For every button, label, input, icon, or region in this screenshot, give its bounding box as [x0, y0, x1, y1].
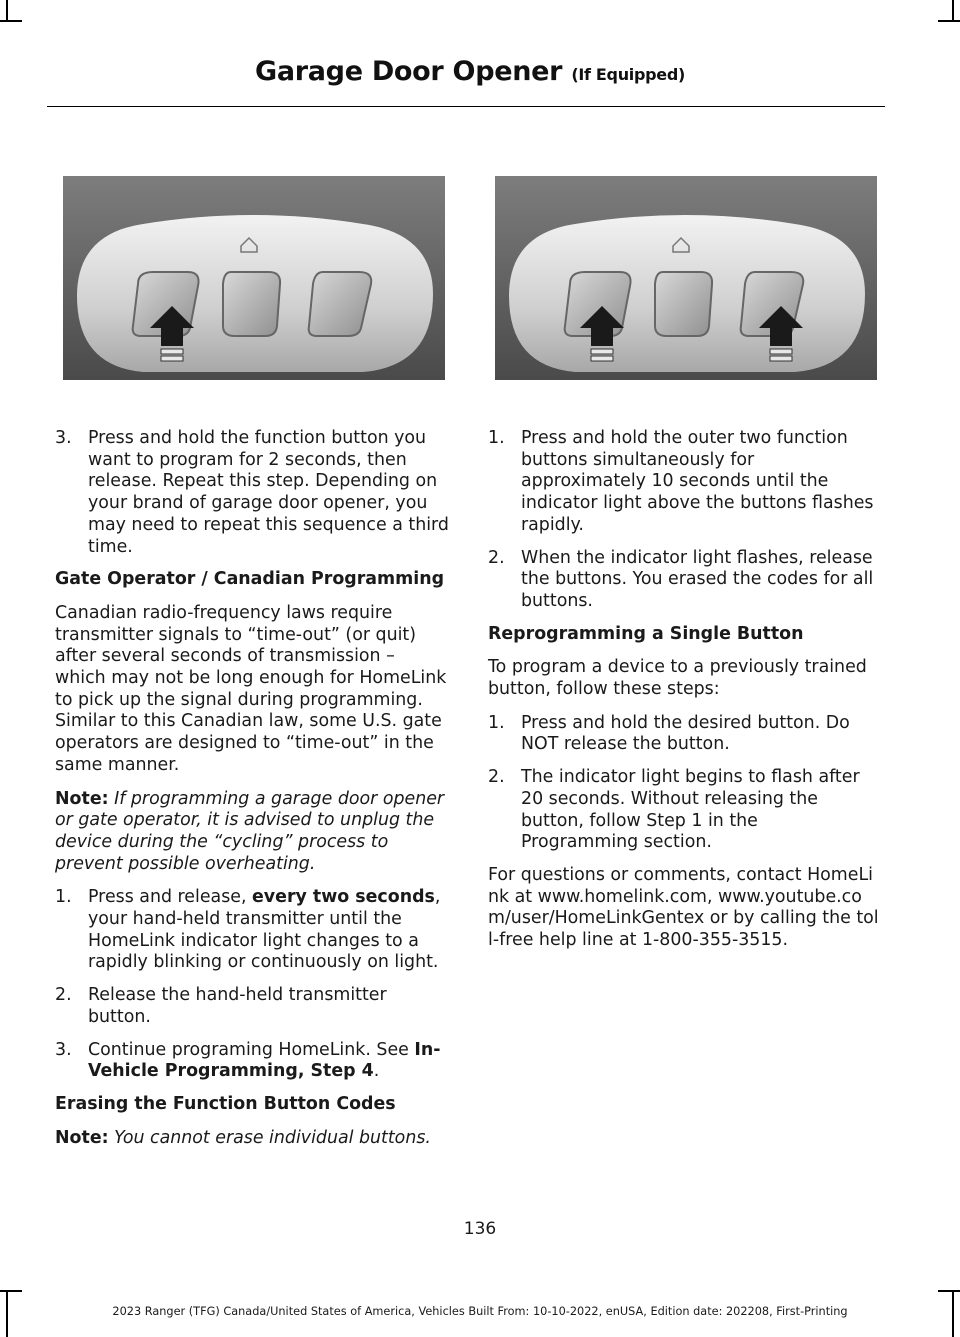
paragraph: Canadian radio-frequency laws require transmitter signals to “time-out” (or quit) after several seconds of transmission – which may not be long enough for HomeLink to pick up the signal during programming. Similar to this Canadian law, some U.S. gate operators are designed to “time-out” in the same manner. [55, 602, 447, 775]
note [55, 789, 450, 876]
list-item-text: The indicator light begins to flash after 20 seconds. Without releasing the button, follow Step 1 in the Programming section. [521, 767, 860, 853]
list-item-text: Press and hold the desired button. Do NOT release the button. [521, 712, 850, 755]
homelink-figure-left [63, 176, 445, 380]
page-title [255, 56, 685, 87]
left-column [55, 428, 450, 1161]
list-item-number: 3. [55, 428, 72, 448]
list-item-text: Press and release, [88, 887, 253, 908]
list-item-text: Continue programing HomeLink. See [88, 1039, 415, 1060]
page-title-text: Garage Door Opener [254, 56, 563, 87]
list-item-emphasis: every two seconds [252, 887, 435, 908]
crop-mark [0, 1290, 22, 1292]
note-label: Note: [55, 1127, 109, 1148]
page-footer: 2023 Ranger (TFG) Canada/United States of America, Vehicles Built From: 10-10-2022, enUSA, Edition date: 202208, First-Printing [112, 1305, 848, 1318]
crop-mark [0, 20, 22, 22]
section-heading: Reprogramming a Single Button [488, 623, 804, 644]
note [55, 1128, 450, 1150]
list-item-number: 3. [55, 1039, 72, 1060]
right-column [488, 428, 880, 964]
list-item-number: 1. [488, 428, 505, 448]
list-item [55, 985, 450, 1028]
page-title-subtitle: (If Equipped) [571, 65, 685, 84]
list-item [488, 713, 880, 756]
list-item-text: . [373, 1061, 380, 1082]
homelink-buttons-illustration [495, 176, 877, 380]
list-item [55, 887, 450, 974]
section-heading: Gate Operator / Canadian Programming [55, 569, 445, 590]
paragraph: To program a device to a previously trained button, follow these steps: [488, 657, 867, 700]
list-item-text: , your hand-held transmitter until the HomeLink indicator light changes to a rapidly blinking or continuously on light. [88, 887, 441, 973]
list-item-number: 1. [488, 712, 505, 733]
list-item-text: Press and hold the function button you want to program for 2 seconds, then release. Repeat this step. Depending on your brand of garage door opener, you may need to repeat this sequence a third time. [88, 428, 449, 557]
contact-paragraph: For questions or comments, contact HomeLink at www.homelink.com, www.youtube.com/user/HomeLinkGentex or by calling the toll-free help line at 1-800-355-3515. [488, 864, 879, 951]
note-text: You cannot erase individual buttons. [114, 1127, 431, 1148]
crop-mark [938, 20, 960, 22]
note-text: If programming a garage door opener or gate operator, it is advised to unplug the device during the “cycling” process to prevent possible overheating. [55, 788, 445, 874]
list-item-number: 2. [488, 767, 505, 788]
list-item-number: 1. [55, 887, 72, 908]
list-item-number: 2. [55, 985, 72, 1006]
homelink-buttons-illustration [63, 176, 445, 380]
list-item [488, 428, 880, 537]
cross-reference: In-Vehicle Programming, Step 4 [88, 1039, 441, 1082]
page-number: 136 [463, 1219, 497, 1239]
section-heading: Erasing the Function Button Codes [55, 1093, 396, 1114]
crop-mark [6, 0, 8, 22]
homelink-figure-right [495, 176, 877, 380]
list-item [488, 548, 880, 613]
header-divider [47, 106, 885, 107]
crop-mark [938, 1290, 960, 1292]
list-item-number: 2. [488, 547, 505, 568]
list-item [55, 1040, 450, 1083]
list-item [55, 428, 450, 558]
list-item [488, 767, 880, 854]
list-item-text: When the indicator light flashes, release the buttons. You erased the codes for all buttons. [521, 547, 874, 611]
note-label: Note: [55, 788, 109, 809]
list-item-text: Press and hold the outer two function buttons simultaneously for approximately 10 seconds until the indicator light above the buttons flashes rapidly. [521, 428, 874, 535]
list-item-text: Release the hand-held transmitter button. [88, 985, 387, 1027]
crop-mark [952, 0, 954, 22]
